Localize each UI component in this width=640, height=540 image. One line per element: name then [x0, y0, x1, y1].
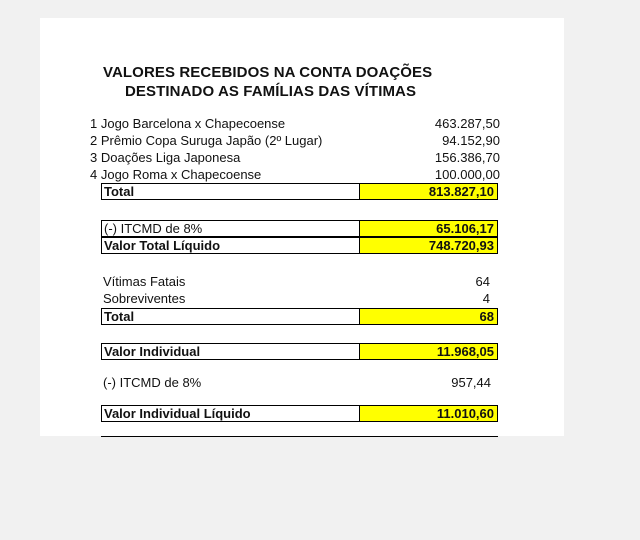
- individual-itcmd-label: (-) ITCMD de 8%: [103, 375, 202, 390]
- bottom-rule: [101, 436, 498, 437]
- total-label: Total: [104, 184, 135, 199]
- net-total-value: 748.720,93: [359, 238, 497, 253]
- individual-row: [101, 343, 498, 360]
- document-sheet: [40, 18, 564, 436]
- individual-net-value: 11.010,60: [359, 406, 497, 421]
- total-value: 813.827,10: [359, 184, 497, 199]
- title-line-1: VALORES RECEBIDOS NA CONTA DOAÇÕES: [103, 64, 433, 81]
- individual-net-label: Valor Individual Líquido: [104, 406, 251, 421]
- people-label: Sobreviventes: [103, 291, 186, 306]
- receipt-row: [90, 166, 500, 183]
- total-row: [101, 183, 498, 200]
- receipt-label: 1 Jogo Barcelona x Chapecoense: [90, 116, 286, 131]
- receipt-label: 2 Prêmio Copa Suruga Japão (2º Lugar): [90, 133, 323, 148]
- people-total-row: [101, 308, 498, 325]
- individual-itcmd-row: [103, 374, 491, 391]
- receipt-value: 94.152,90: [442, 133, 500, 148]
- net-total-label: Valor Total Líquido: [104, 238, 221, 253]
- receipt-value: 156.386,70: [434, 150, 500, 165]
- individual-value: 11.968,05: [359, 344, 497, 359]
- itcmd-row: [101, 220, 498, 237]
- people-label: Vítimas Fatais: [103, 274, 186, 289]
- itcmd-value: 65.106,17: [359, 221, 497, 236]
- receipt-row: [90, 149, 500, 166]
- net-total-row: [101, 237, 498, 254]
- individual-net-row: [101, 405, 498, 422]
- receipt-label: 3 Doações Liga Japonesa: [90, 150, 241, 165]
- people-value: 64: [475, 274, 490, 289]
- individual-label: Valor Individual: [104, 344, 201, 359]
- receipt-row: [90, 115, 500, 132]
- people-total-label: Total: [104, 309, 135, 324]
- people-row: [103, 290, 490, 307]
- receipt-label: 4 Jogo Roma x Chapecoense: [90, 167, 262, 182]
- people-row: [103, 273, 490, 290]
- people-total-value: 68: [359, 309, 497, 324]
- itcmd-label: (-) ITCMD de 8%: [104, 221, 203, 236]
- title-line-2: DESTINADO AS FAMÍLIAS DAS VÍTIMAS: [125, 83, 417, 100]
- receipt-value: 463.287,50: [434, 116, 500, 131]
- receipt-row: [90, 132, 500, 149]
- receipt-value: 100.000,00: [434, 167, 500, 182]
- individual-itcmd-value: 957,44: [451, 375, 491, 390]
- people-value: 4: [482, 291, 490, 306]
